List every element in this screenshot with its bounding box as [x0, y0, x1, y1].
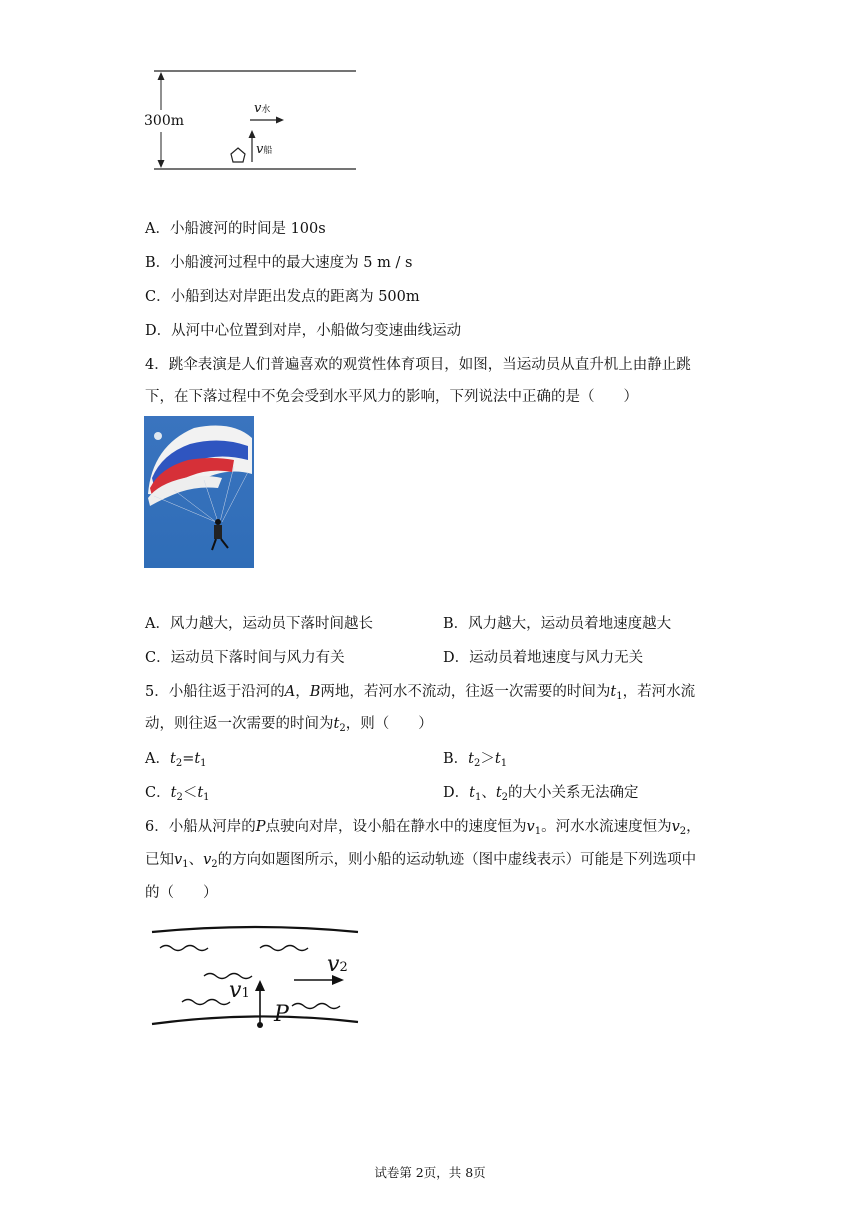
page-footer: 试卷第 2页，共 8页 [374, 1165, 486, 1180]
point-p-label: P [274, 1002, 289, 1027]
q5-option-c: C．$t_2<t_1$ [145, 785, 210, 803]
v2-label: v2 [327, 952, 348, 977]
width-label: 300m [144, 113, 184, 129]
boat-velocity-label: v船 [256, 142, 273, 157]
river-velocity-figure [148, 920, 364, 1036]
q3-option-d: D．从河中心位置到对岸，小船做匀变速曲线运动 [145, 323, 462, 339]
q4-stem-line1: 4．跳伞表演是人们普遍喜欢的观赏性体育项目，如图，当运动员从直升机上由静止跳 [145, 357, 691, 373]
q4-stem-line2: 下，在下落过程中不免会受到水平风力的影响，下列说法中正确的是（ ） [145, 389, 638, 405]
q3-option-a: A．小船渡河的时间是 100s [145, 221, 326, 237]
q4-option-c: C．运动员下落时间与风力有关 [145, 650, 345, 666]
q5-option-a: A．$t_2=t_1$ [145, 751, 207, 769]
v1-label: v1 [229, 978, 250, 1003]
q5-option-d: D．$t_1$、$t_2$的大小关系无法确定 [443, 785, 639, 803]
q4-option-d: D．运动员着地速度与风力无关 [443, 650, 644, 666]
q4-option-b: B．风力越大，运动员着地速度越大 [443, 616, 672, 632]
parachute-photo [144, 416, 254, 568]
q4-option-a: A．风力越大，运动员下落时间越长 [145, 616, 373, 632]
q6-stem-line3: 的（ ） [145, 885, 218, 901]
q6-stem-line2: 已知$v_1$、$v_2$的方向如题图所示，则小船的运动轨迹（图中虚线表示）可能是下列选项中 [145, 852, 697, 870]
q5-stem-line1: 5．小船往返于沿河的A，B两地，若河水不流动，往返一次需要的时间为$t_1$，若河水流 [145, 684, 696, 702]
q5-option-b: B．$t_2>t_1$ [443, 751, 508, 769]
q6-stem-line1: 6．小船从河岸的P点驶向对岸，设小船在静水中的速度恒为$v_1$。河水水流速度恒为$v_2$， [145, 819, 701, 837]
q3-option-b: B．小船渡河过程中的最大速度为 5 m / s [145, 255, 413, 271]
water-velocity-label: v水 [254, 101, 271, 116]
q5-stem-line2: 动，则往返一次需要的时间为$t_2$，则（ ） [145, 716, 433, 734]
q3-option-c: C．小船到达对岸距出发点的距离为 500m [145, 289, 420, 305]
